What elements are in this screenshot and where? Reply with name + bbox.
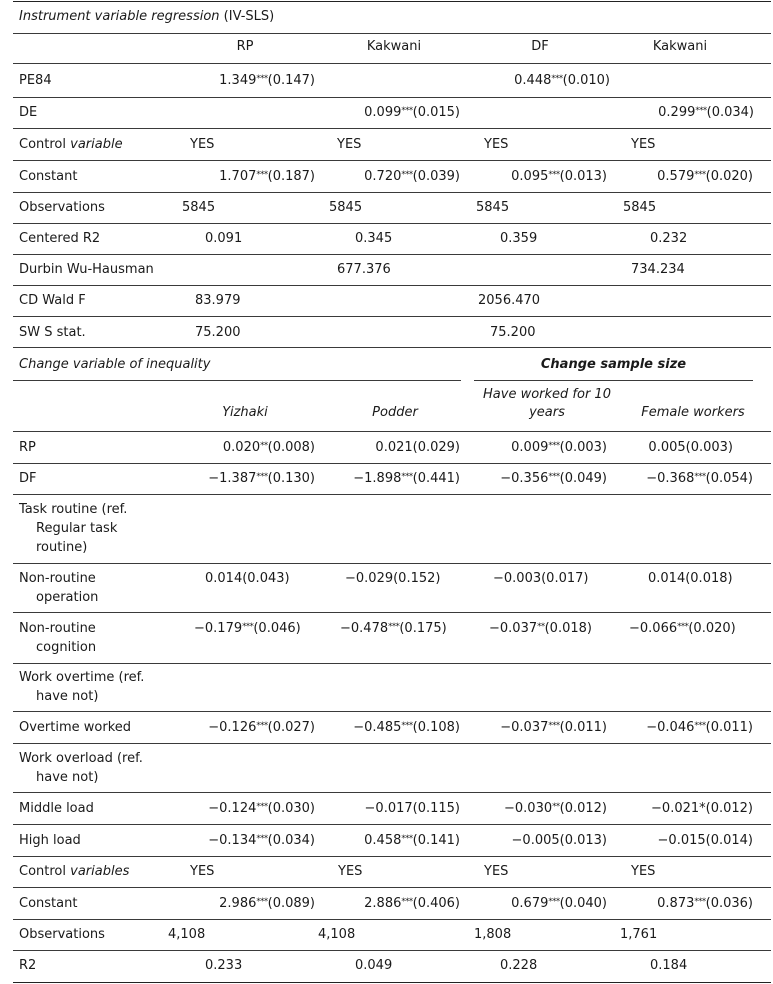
cell-mid-female: −0.021*(0.012) — [651, 801, 753, 816]
cell-control-kakwani-2: YES — [631, 137, 656, 152]
cell-mid-10years: −0.030**(0.012) — [504, 801, 607, 816]
row-label-work-overload-2: have not) — [36, 770, 99, 785]
cell-nrc-podder: −0.478***(0.175) — [340, 621, 447, 636]
rule — [13, 463, 771, 464]
cell-rp-yizhaki: 0.020**(0.008) — [222, 440, 315, 455]
rule — [13, 128, 771, 129]
header-yizhaki: Yizhaki — [222, 405, 268, 420]
cell-obs2-yizhaki: 4,108 — [168, 927, 206, 942]
rule — [13, 792, 771, 793]
rule — [13, 563, 771, 564]
cell-obs-kakwani: 5845 — [329, 200, 363, 215]
row-label-task-routine-3: routine) — [36, 540, 88, 555]
rule-top — [13, 1, 771, 2]
rule — [13, 950, 771, 951]
header-have-worked-line1: Have worked for 10 — [483, 387, 611, 402]
cell-pe84-df: 0.448***(0.010) — [514, 73, 610, 88]
rule — [13, 63, 771, 64]
row-label-durbin-wu-hausman: Durbin Wu-Hausman — [19, 262, 154, 277]
cell-dwh-kakwani-2: 734.234 — [631, 262, 685, 277]
cell-nro-podder: −0.029(0.152) — [345, 571, 441, 586]
cell-control2-10years: YES — [484, 864, 509, 879]
row-label-sw-s-stat: SW S stat. — [19, 325, 86, 340]
cell-r2b-10years: 0.228 — [500, 958, 538, 973]
rule — [13, 254, 771, 255]
cell-obs2-podder: 4,108 — [318, 927, 356, 942]
cell-r2-kakwani: 0.345 — [355, 231, 393, 246]
cell-const2-female: 0.873***(0.036) — [657, 896, 753, 911]
rule — [13, 285, 771, 286]
cell-nrc-10years: −0.037**(0.018) — [489, 621, 592, 636]
cell-control-rp: YES — [190, 137, 215, 152]
cell-high-10years: −0.005(0.013) — [511, 833, 607, 848]
row-label-work-overtime-2: have not) — [36, 689, 99, 704]
rule — [13, 192, 771, 193]
cell-constant-kakwani-2: 0.579***(0.020) — [657, 169, 753, 184]
cell-nro-yizhaki: 0.014(0.043) — [205, 571, 290, 586]
rule — [13, 160, 771, 161]
row-label-observations-2: Observations — [19, 927, 105, 942]
row-label-observations: Observations — [19, 200, 105, 215]
header-have-worked-line2: years — [529, 405, 565, 420]
rule — [13, 612, 771, 613]
row-label-work-overtime-1: Work overtime (ref. — [19, 670, 145, 685]
cell-df-podder: −1.898***(0.441) — [353, 471, 460, 486]
cell-otw-yizhaki: −0.126***(0.027) — [208, 720, 315, 735]
cell-r2b-yizhaki: 0.233 — [205, 958, 243, 973]
cell-constant-kakwani: 0.720***(0.039) — [364, 169, 460, 184]
row-label-nro-2: operation — [36, 590, 99, 605]
cell-df-female: −0.368***(0.054) — [646, 471, 753, 486]
cell-obs2-10years: 1,808 — [474, 927, 512, 942]
cell-control-kakwani: YES — [337, 137, 362, 152]
cell-dwh-kakwani: 677.376 — [337, 262, 391, 277]
cell-mid-yizhaki: −0.124***(0.030) — [208, 801, 315, 816]
cell-const2-yizhaki: 2.986***(0.089) — [219, 896, 315, 911]
cell-obs-rp: 5845 — [182, 200, 216, 215]
row-label-work-overload-1: Work overload (ref. — [19, 751, 143, 766]
rule — [13, 431, 771, 432]
cell-mid-podder: −0.017(0.115) — [364, 801, 460, 816]
rule — [13, 919, 771, 920]
rule — [13, 494, 771, 495]
rule — [13, 223, 771, 224]
cell-r2b-podder: 0.049 — [355, 958, 393, 973]
cell-cdwald-df: 2056.470 — [478, 293, 541, 308]
rule — [13, 663, 771, 664]
cell-nro-female: 0.014(0.018) — [648, 571, 733, 586]
rule-group-left — [13, 380, 461, 381]
cell-sws-rp: 75.200 — [195, 325, 241, 340]
cell-high-female: −0.015(0.014) — [657, 833, 753, 848]
row-label-cd-wald-f: CD Wald F — [19, 293, 86, 308]
row-label-constant-2: Constant — [19, 896, 78, 911]
cell-control2-yizhaki: YES — [190, 864, 215, 879]
cell-de-kakwani: 0.099***(0.015) — [364, 105, 460, 120]
cell-control-df: YES — [484, 137, 509, 152]
cell-rp-10years: 0.009***(0.003) — [511, 440, 607, 455]
panel2-group-right: Change sample size — [540, 357, 687, 372]
rule — [13, 743, 771, 744]
cell-r2b-female: 0.184 — [650, 958, 688, 973]
panel1-title: Instrument variable regression (IV-SLS) — [19, 9, 275, 24]
rule — [13, 347, 771, 348]
row-label-task-routine-1: Task routine (ref. — [19, 502, 128, 517]
cell-sws-df: 75.200 — [490, 325, 536, 340]
cell-control2-podder: YES — [338, 864, 363, 879]
cell-df-10years: −0.356***(0.049) — [500, 471, 607, 486]
cell-rp-podder: 0.021(0.029) — [375, 440, 460, 455]
cell-r2-df: 0.359 — [500, 231, 538, 246]
row-label-control: Control variable — [19, 137, 123, 152]
row-label-centered-r2: Centered R2 — [19, 231, 101, 246]
cell-constant-df: 0.095***(0.013) — [511, 169, 607, 184]
row-label-rp: RP — [19, 440, 36, 455]
cell-rp-female: 0.005(0.003) — [648, 440, 733, 455]
header-kakwani-1: Kakwani — [366, 39, 422, 54]
cell-high-yizhaki: −0.134***(0.034) — [208, 833, 315, 848]
row-label-overtime-worked: Overtime worked — [19, 720, 132, 735]
row-label-constant: Constant — [19, 169, 78, 184]
row-label-pe84: PE84 — [19, 73, 52, 88]
cell-nrc-yizhaki: −0.179***(0.046) — [194, 621, 301, 636]
cell-obs-kakwani-2: 5845 — [623, 200, 657, 215]
cell-constant-rp: 1.707***(0.187) — [219, 169, 315, 184]
header-podder: Podder — [372, 405, 418, 420]
cell-nro-10years: −0.003(0.017) — [493, 571, 589, 586]
cell-pe84-rp: 1.349***(0.147) — [219, 73, 315, 88]
cell-otw-10years: −0.037***(0.011) — [500, 720, 607, 735]
rule — [13, 33, 771, 34]
cell-const2-10years: 0.679***(0.040) — [511, 896, 607, 911]
cell-nrc-female: −0.066***(0.020) — [629, 621, 736, 636]
cell-cdwald-rp: 83.979 — [195, 293, 241, 308]
header-rp: RP — [236, 39, 254, 54]
rule — [13, 97, 771, 98]
cell-high-podder: 0.458***(0.141) — [364, 833, 460, 848]
header-kakwani-2: Kakwani — [652, 39, 708, 54]
rule — [13, 887, 771, 888]
cell-control2-female: YES — [631, 864, 656, 879]
row-label-middle-load: Middle load — [19, 801, 94, 816]
header-female-workers: Female workers — [641, 405, 745, 420]
cell-const2-podder: 2.886***(0.406) — [364, 896, 460, 911]
cell-otw-podder: −0.485***(0.108) — [353, 720, 460, 735]
cell-obs2-female: 1,761 — [620, 927, 658, 942]
row-label-nrc-1: Non-routine — [19, 621, 96, 636]
panel2-group-left: Change variable of inequality — [19, 357, 211, 372]
row-label-r2: R2 — [19, 958, 37, 973]
rule — [13, 711, 771, 712]
header-df: DF — [531, 39, 549, 54]
rule — [13, 316, 771, 317]
row-label-nrc-2: cognition — [36, 640, 97, 655]
rule-group-right — [474, 380, 753, 381]
row-label-task-routine-2: Regular task — [36, 521, 118, 536]
row-label-df: DF — [19, 471, 37, 486]
cell-df-yizhaki: −1.387***(0.130) — [208, 471, 315, 486]
row-label-control-variables: Control variables — [19, 864, 130, 879]
cell-r2-kakwani-2: 0.232 — [650, 231, 688, 246]
cell-obs-df: 5845 — [476, 200, 510, 215]
cell-de-kakwani-2: 0.299***(0.034) — [658, 105, 754, 120]
row-label-high-load: High load — [19, 833, 81, 848]
cell-r2-rp: 0.091 — [205, 231, 243, 246]
rule — [13, 856, 771, 857]
row-label-nro-1: Non-routine — [19, 571, 96, 586]
row-label-de: DE — [19, 105, 38, 120]
cell-otw-female: −0.046***(0.011) — [646, 720, 753, 735]
rule — [13, 824, 771, 825]
rule-bottom — [13, 982, 771, 983]
